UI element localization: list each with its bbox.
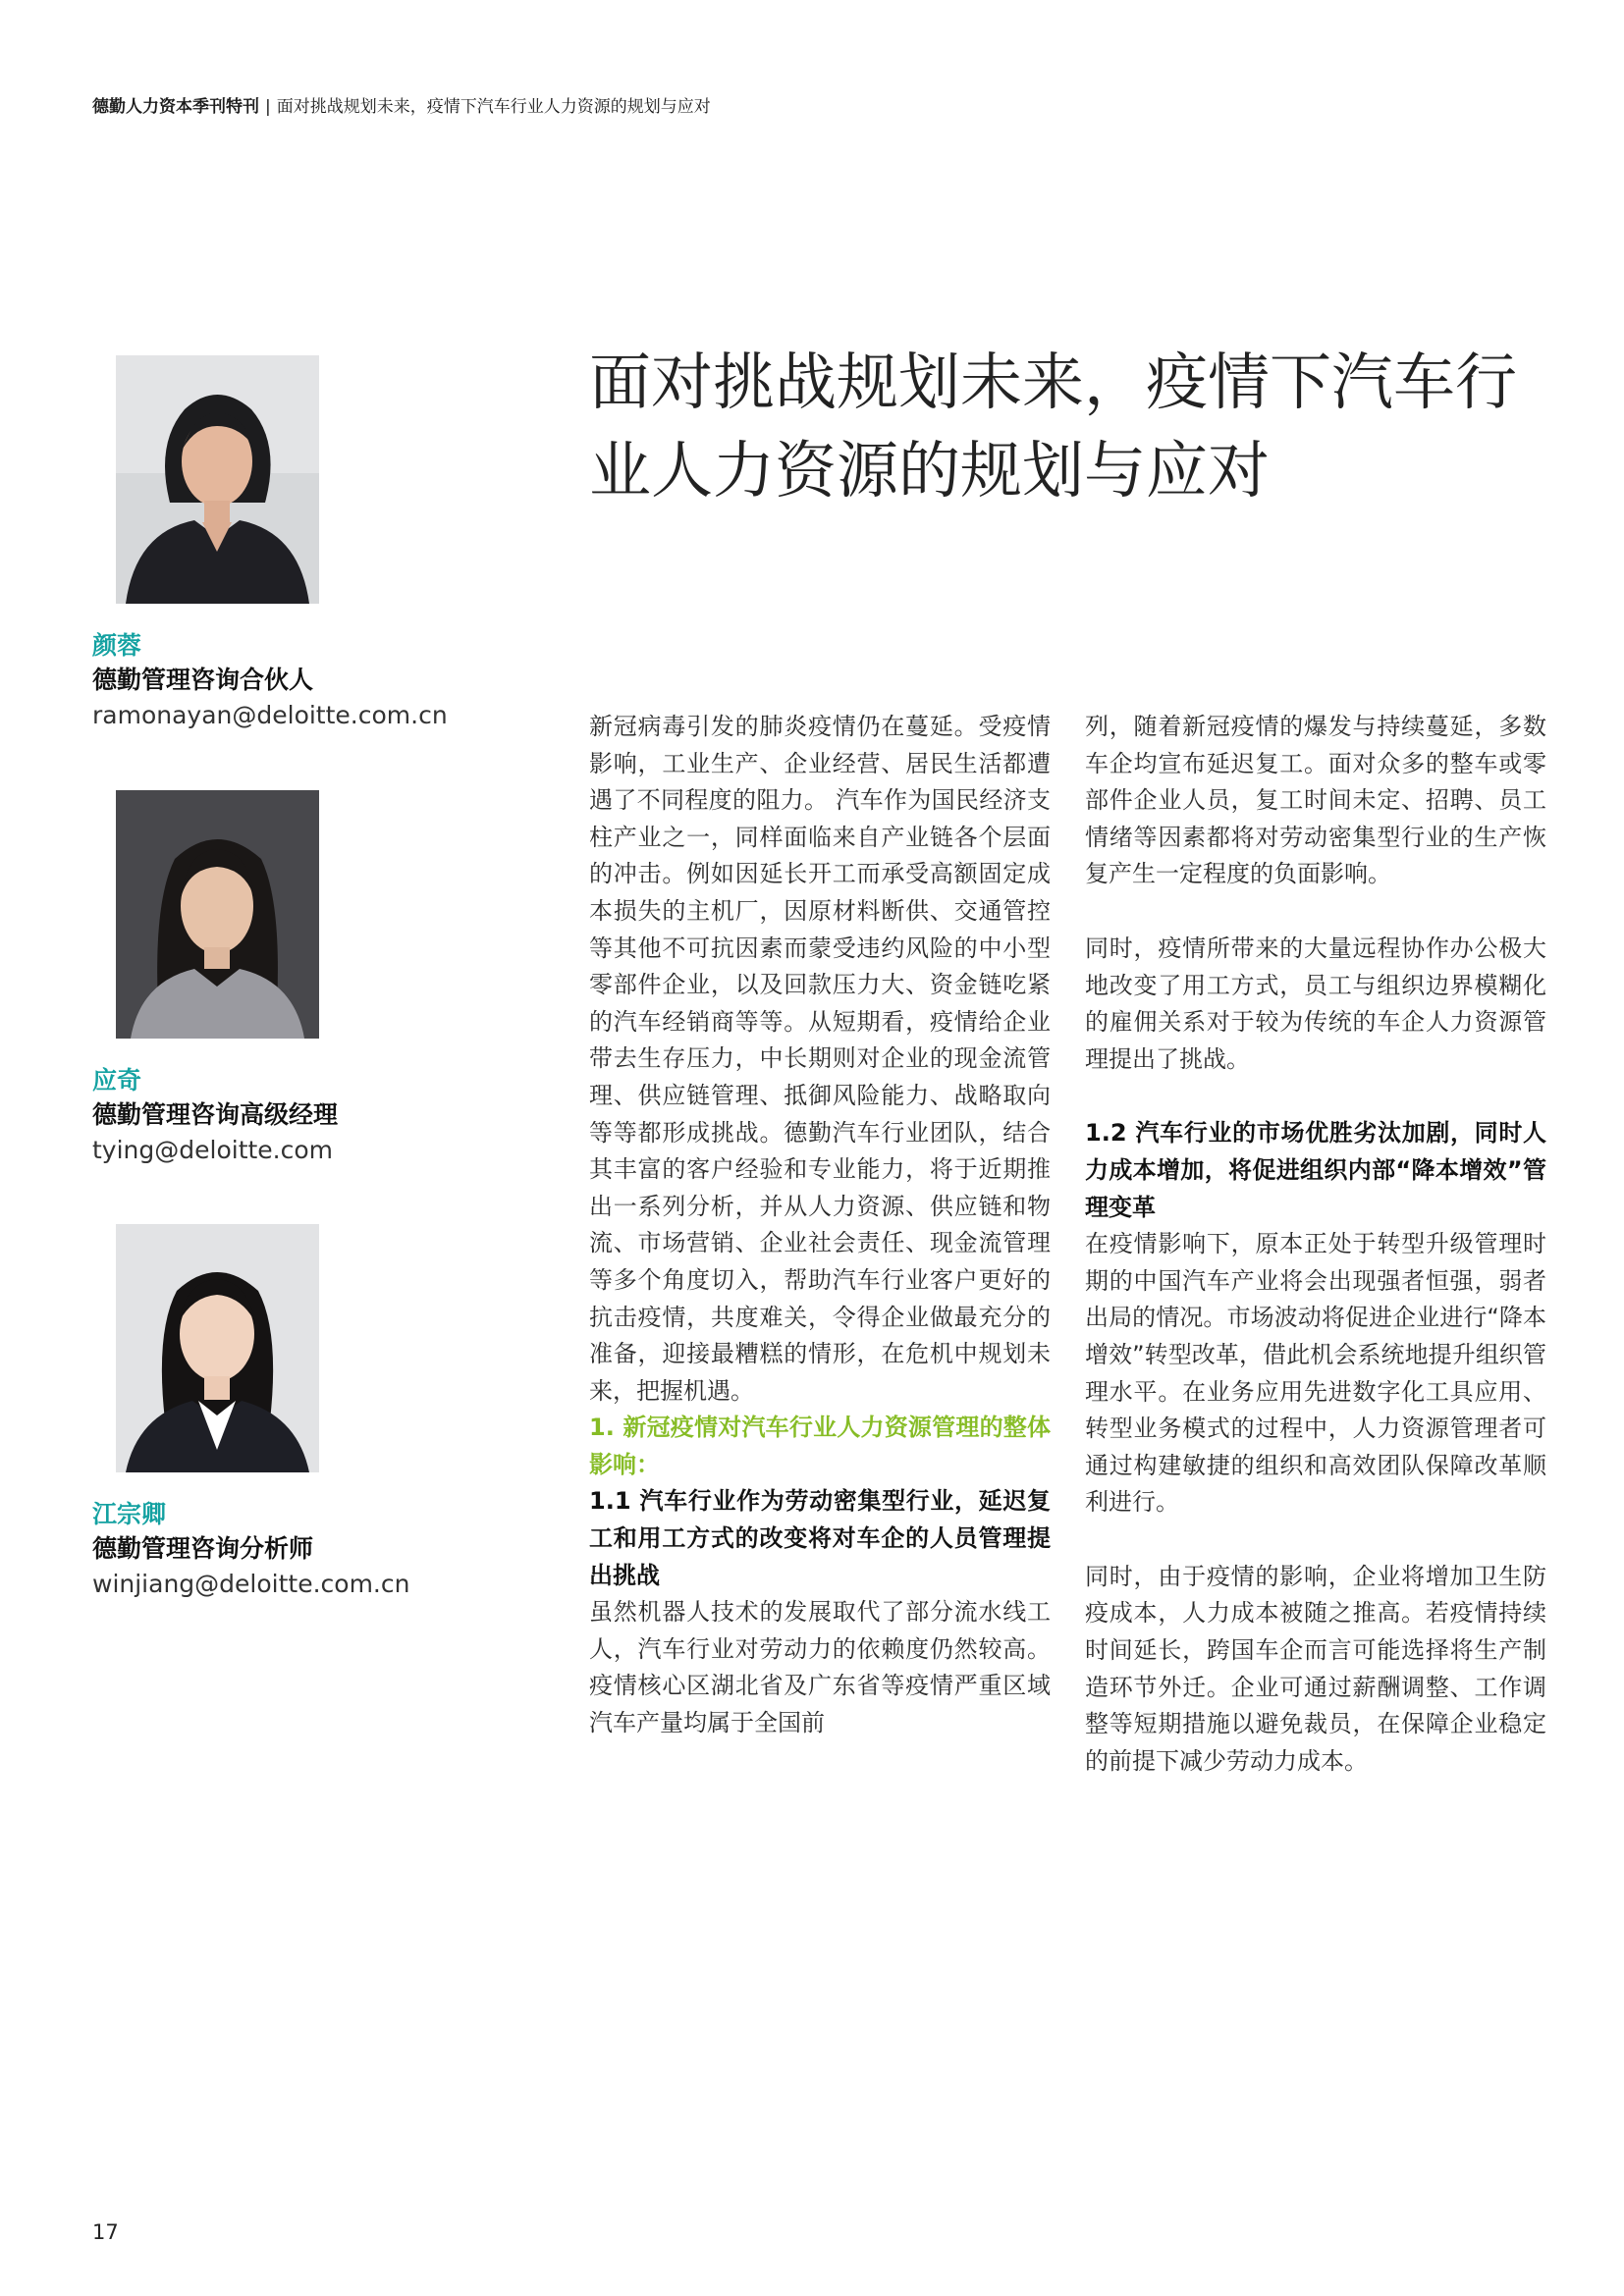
article-title: 面对挑战规划未来，疫情下汽车行业人力资源的规划与应对 bbox=[589, 347, 1517, 507]
header-subtitle: 面对挑战规划未来，疫情下汽车行业人力资源的规划与应对 bbox=[276, 97, 711, 117]
author-photo-2 bbox=[116, 790, 319, 1039]
author-card-3 bbox=[92, 1224, 409, 1602]
running-header bbox=[92, 92, 711, 117]
paragraph-1-2-a: 在疫情影响下，原本正处于转型升级管理时期的中国汽车产业将会出现强者恒强，弱者出局的情况。市场波动将促进企业进行“降本增效”转型改革，借此机会系统地提升组织管理水平。在业务应用先进数字化工具应用、转型业务模式的过程中，人力资源管理者可通过构建敏捷的组织和高效团队保障改革顺利进行。 bbox=[1085, 1230, 1546, 1517]
author-name: 应奇 bbox=[92, 1066, 142, 1095]
author-card-2 bbox=[92, 790, 338, 1168]
paragraph-1-1-a: 虽然机器人技术的发展取代了部分流水线工人，汽车行业对劳动力的依赖度仍然较高。疫情核心区湖北省及广东省等疫情严重区域汽车产量均属于全国前 bbox=[589, 1598, 1051, 1737]
author-email[interactable]: winjiang@deloitte.com.cn bbox=[92, 1570, 410, 1598]
author-email[interactable]: tying@deloitte.com bbox=[92, 1136, 334, 1164]
author-email[interactable]: ramonayan@deloitte.com.cn bbox=[92, 701, 448, 729]
paragraph-1-1-a-continued: 列，随着新冠疫情的爆发与持续蔓延，多数车企均宣布延迟复工。面对众多的整车或零部件企业人员，复工时间未定、招聘、员工情绪等因素都将对劳动密集型行业的生产恢复产生一定程度的负面影响。 bbox=[1085, 713, 1546, 888]
paragraph-1-1-b: 同时，疫情所带来的大量远程协作办公极大地改变了用工方式，员工与组织边界模糊化的雇佣关系对于较为传统的车企人力资源管理提出了挑战。 bbox=[1085, 934, 1546, 1073]
author-name: 颜蓉 bbox=[92, 631, 142, 660]
page-number: 17 bbox=[92, 2220, 119, 2244]
publication-name: 德勤人力资本季刊特刊 bbox=[92, 97, 259, 117]
author-role: 德勤管理咨询合伙人 bbox=[92, 666, 314, 694]
author-photo-3 bbox=[116, 1224, 319, 1472]
subsection-heading-1-1: 1.1 汽车行业作为劳动密集型行业，延迟复工和用工方式的改变将对车企的人员管理提出挑战 bbox=[589, 1487, 1051, 1589]
section-heading-1: 1. 新冠疫情对汽车行业人力资源管理的整体影响： bbox=[589, 1414, 1051, 1478]
intro-paragraph: 新冠病毒引发的肺炎疫情仍在蔓延。受疫情影响，工业生产、企业经营、居民生活都遭遇了不同程度的阻力。 汽车作为国民经济支柱产业之一，同样面临来自产业链各个层面的冲击。例如因延长开工而承受高额固定成本损失的主机厂，因原材料断供、交通管控等其他不可抗因素而蒙受违约风险的中小型零部件企业，以及回款压力大、资金链吃紧的汽车经销商等等。从短期看，疫情给企业带去生存压力，中长期则对企业的现金流管理、供应链管理、抵御风险能力、战略取向等等都形成挑战。德勤汽车行业团队，结合其丰富的客户经验和专业能力，将于近期推出一系列分析，并从人力资源、供应链和物流、市场营销、企业社会责任、现金流管理等多个角度切入，帮助汽车行业客户更好的抗击疫情，共度难关，令得企业做最充分的准备，迎接最糟糕的情形，在危机中规划未来，把握机遇。 bbox=[589, 713, 1051, 1405]
paragraph-1-2-b: 同时，由于疫情的影响，企业将增加卫生防疫成本，人力成本被随之推高。若疫情持续时间延长，跨国车企而言可能选择将生产制造环节外迁。企业可通过薪酬调整、工作调整等短期措施以避免裁员，在保障企业稳定的前提下减少劳动力成本。 bbox=[1085, 1562, 1546, 1775]
body-column-right bbox=[1085, 709, 1546, 1780]
author-role: 德勤管理咨询分析师 bbox=[92, 1534, 314, 1563]
subsection-heading-1-2: 1.2 汽车行业的市场优胜劣汰加剧，同时人力成本增加，将促进组织内部“降本增效”管理变革 bbox=[1085, 1119, 1546, 1221]
author-role: 德勤管理咨询高级经理 bbox=[92, 1100, 339, 1129]
author-name: 江宗卿 bbox=[92, 1500, 167, 1528]
body-column-left bbox=[589, 709, 1051, 1742]
author-photo-1 bbox=[116, 355, 319, 604]
author-card-1 bbox=[92, 355, 448, 733]
header-separator: | bbox=[265, 97, 271, 117]
